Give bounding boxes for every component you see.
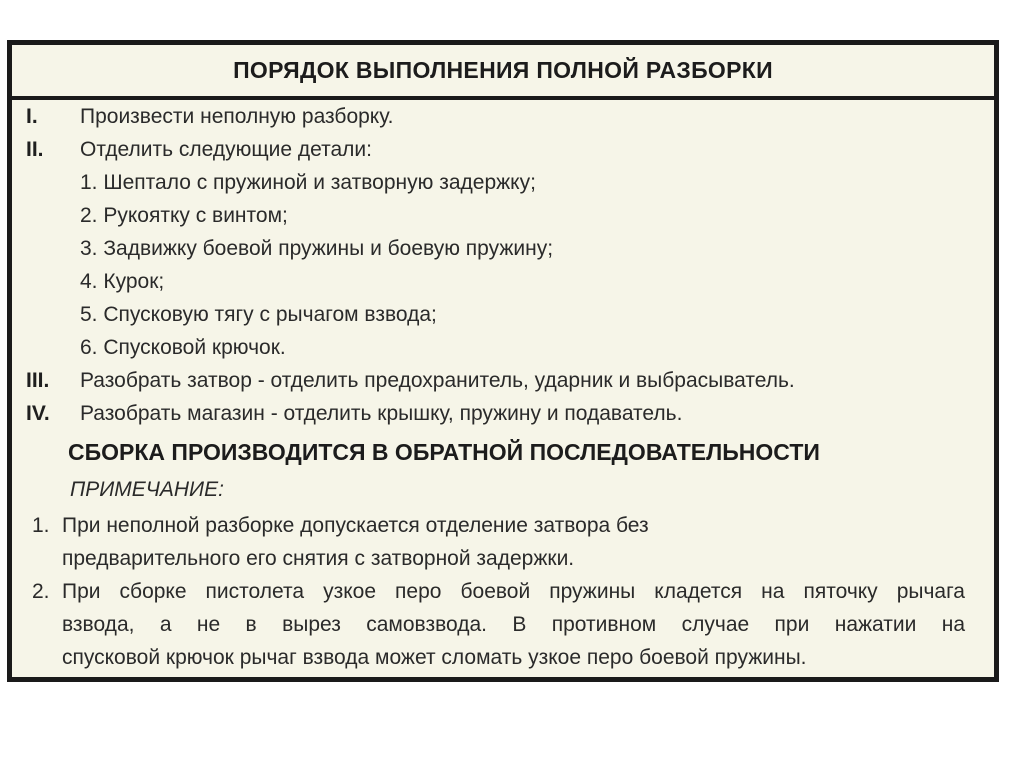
note-heading: ПРИМЕЧАНИЕ: bbox=[70, 478, 224, 501]
part-item: 4. Курок; bbox=[80, 270, 165, 293]
step-text: Отделить следующие детали: bbox=[80, 138, 372, 161]
step-numeral: III. bbox=[26, 369, 50, 392]
note-line: При сборке пистолета узкое перо боевой пружины кладется на пяточку рычага bbox=[62, 580, 965, 603]
note-line: При неполной разборке допускается отделение затвора без bbox=[62, 514, 649, 537]
instruction-card bbox=[7, 40, 999, 682]
note-line: спусковой крючок рычаг взвода может сломать узкое перо боевой пружины. bbox=[62, 646, 807, 669]
step-numeral: IV. bbox=[26, 402, 50, 425]
part-item: 6. Спусковой крючок. bbox=[80, 336, 286, 359]
note-line: предварительного его снятия с затворной задержки. bbox=[62, 547, 575, 570]
assembly-heading: СБОРКА ПРОИЗВОДИТСЯ В ОБРАТНОЙ ПОСЛЕДОВАТЕЛЬНОСТИ bbox=[68, 439, 820, 465]
note-number: 1. bbox=[32, 514, 50, 537]
part-item: 2. Рукоятку с винтом; bbox=[80, 204, 288, 227]
note-number: 2. bbox=[32, 580, 50, 603]
title-band bbox=[12, 45, 994, 100]
part-item: 1. Шептало с пружиной и затворную задержку; bbox=[80, 171, 536, 194]
step-numeral: II. bbox=[26, 138, 44, 161]
step-numeral: I. bbox=[26, 105, 38, 128]
step-text: Разобрать затвор - отделить предохранитель, ударник и выбрасыватель. bbox=[80, 369, 795, 392]
note-line: взвода, а не в вырез самовзвода. В противном случае при нажатии на bbox=[62, 613, 965, 636]
part-item: 3. Задвижку боевой пружины и боевую пружину; bbox=[80, 237, 554, 260]
part-item: 5. Спусковую тягу с рычагом взвода; bbox=[80, 303, 437, 326]
page-title: ПОРЯДОК ВЫПОЛНЕНИЯ ПОЛНОЙ РАЗБОРКИ bbox=[233, 57, 773, 83]
step-text: Разобрать магазин - отделить крышку, пружину и подаватель. bbox=[80, 402, 683, 425]
step-text: Произвести неполную разборку. bbox=[80, 105, 394, 128]
